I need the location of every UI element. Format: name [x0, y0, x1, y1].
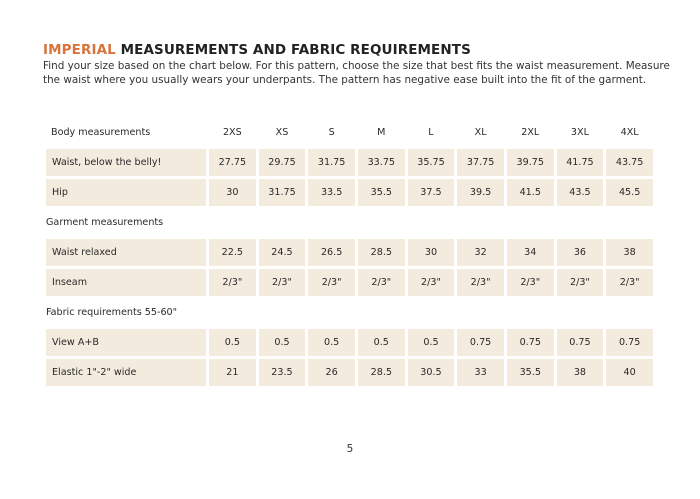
table-cell: 26: [308, 359, 355, 386]
table-cell: 33.75: [358, 149, 405, 176]
size-chart-table: [43, 116, 656, 389]
table-cell: 28.5: [358, 359, 405, 386]
table-cell: 37.5: [408, 179, 455, 206]
table-cell: 33.5: [308, 179, 355, 206]
table-row: [46, 239, 653, 266]
table-cell: 26.5: [308, 239, 355, 266]
section-header-row: [46, 209, 653, 236]
table-cell: 27.75: [209, 149, 256, 176]
table-cell: 30.5: [408, 359, 455, 386]
section-title-garment: Garment measurements: [46, 217, 164, 228]
table-cell: 43.75: [606, 149, 653, 176]
table-cell: 0.75: [557, 329, 604, 356]
intro-paragraph: Find your size based on the chart below. For this pattern, choose the size that best fits the waist measurement. Measure the waist where you usually wears your underpants. The pattern has negative ease built into the fit of the garment.: [43, 60, 670, 86]
table-cell: 31.75: [308, 149, 355, 176]
table-cell: 2/3": [507, 269, 554, 296]
size-header: 4XL: [620, 127, 639, 138]
table-row: [46, 149, 653, 176]
heading-rest: MEASUREMENTS AND FABRIC REQUIREMENTS: [115, 42, 471, 58]
table-cell: 0.5: [209, 329, 256, 356]
table-cell: 0.75: [606, 329, 653, 356]
section-title-body: Body measurements: [51, 127, 151, 138]
table-cell: 2/3": [308, 269, 355, 296]
row-label: Waist, below the belly!: [46, 149, 206, 176]
table-cell: 0.5: [408, 329, 455, 356]
heading-accent: IMPERIAL: [43, 42, 116, 58]
table-cell: 2/3": [408, 269, 455, 296]
row-label: Inseam: [46, 269, 206, 296]
table-cell: 38: [557, 359, 604, 386]
table-cell: 35.5: [358, 179, 405, 206]
table-cell: 30: [209, 179, 256, 206]
section-title-fabric: Fabric requirements 55-60": [46, 307, 178, 318]
size-header: L: [428, 127, 434, 138]
table-cell: 2/3": [606, 269, 653, 296]
table-cell: 21: [209, 359, 256, 386]
table-cell: 28.5: [358, 239, 405, 266]
table-cell: 37.75: [457, 149, 504, 176]
table-cell: 0.5: [308, 329, 355, 356]
table-cell: 38: [606, 239, 653, 266]
row-label: Elastic 1"-2" wide: [46, 359, 206, 386]
page-number: 5: [346, 443, 354, 455]
table-row: [46, 359, 653, 386]
table-cell: 30: [408, 239, 455, 266]
table-cell: 36: [557, 239, 604, 266]
table-cell: 34: [507, 239, 554, 266]
table-cell: 43.5: [557, 179, 604, 206]
size-header: 3XL: [570, 127, 589, 138]
table-cell: 24.5: [259, 239, 306, 266]
table-cell: 39.75: [507, 149, 554, 176]
table-cell: 2/3": [259, 269, 306, 296]
table-row: [46, 269, 653, 296]
table-cell: 39.5: [457, 179, 504, 206]
table-row: [46, 179, 653, 206]
table-cell: 40: [606, 359, 653, 386]
table-cell: 32: [457, 239, 504, 266]
size-header: 2XL: [521, 127, 540, 138]
table-cell: 45.5: [606, 179, 653, 206]
table-cell: 0.5: [259, 329, 306, 356]
table-row: [46, 329, 653, 356]
size-header: 2XS: [222, 127, 242, 138]
table-cell: 33: [457, 359, 504, 386]
table-cell: 22.5: [209, 239, 256, 266]
size-header: M: [377, 127, 386, 138]
table-cell: 0.75: [457, 329, 504, 356]
table-cell: 29.75: [259, 149, 306, 176]
size-header-row: [46, 119, 653, 146]
table-cell: 41.5: [507, 179, 554, 206]
size-header: S: [328, 127, 335, 138]
section-header-row: [46, 299, 653, 326]
table-cell: 35.5: [507, 359, 554, 386]
table-cell: 2/3": [358, 269, 405, 296]
table-cell: 31.75: [259, 179, 306, 206]
table-cell: 0.5: [358, 329, 405, 356]
table-cell: 2/3": [209, 269, 256, 296]
table-cell: 23.5: [259, 359, 306, 386]
row-label: Waist relaxed: [46, 239, 206, 266]
table-cell: 2/3": [557, 269, 604, 296]
table-cell: 2/3": [457, 269, 504, 296]
table-cell: 41.75: [557, 149, 604, 176]
size-header: XL: [474, 127, 487, 138]
table-cell: 0.75: [507, 329, 554, 356]
page-heading: [43, 42, 471, 58]
size-header: XS: [275, 127, 289, 138]
table-cell: 35.75: [408, 149, 455, 176]
row-label: Hip: [46, 179, 206, 206]
row-label: View A+B: [46, 329, 206, 356]
